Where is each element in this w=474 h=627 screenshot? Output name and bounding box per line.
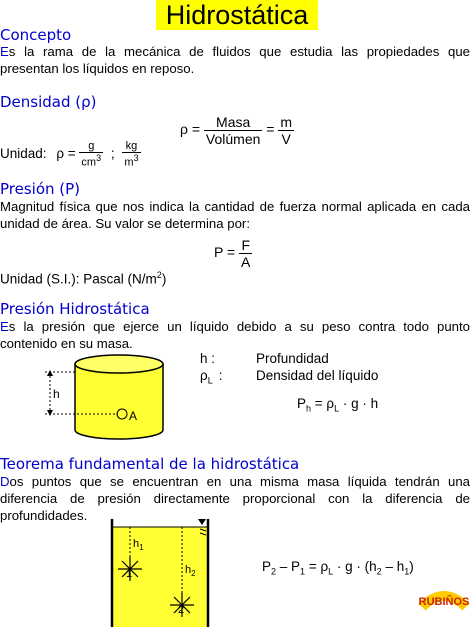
point-1-label: 1: [126, 568, 133, 580]
fig-h-label: h: [53, 387, 60, 401]
densidad-formula: ρ = $\frac{\text{Masa}}{\text{Volúmen}}$ = $\frac{m}{V}$: [180, 114, 293, 147]
hidrostatica-formula: $P_h = \rho_L \cdot g \cdot h$: [297, 396, 379, 414]
concepto-paragraph: Es la rama de la mecánica de fluidos que estudia las propiedades que presentan los líquidos en reposo.: [0, 44, 470, 76]
arrow-up-icon: [47, 370, 53, 376]
logo-text: RUBIÑOS: [418, 596, 470, 608]
legend-row-h: h : Profundidad: [200, 351, 329, 366]
h2-label: $h_2$: [185, 564, 196, 578]
hidrostatica-heading: Presión Hidrostática: [0, 300, 150, 318]
presion-formula: P = $\frac{F}{A}$: [214, 237, 251, 270]
teorema-heading: Teorema fundamental de la hidrostática: [0, 455, 300, 473]
cylinder-body: [75, 364, 163, 439]
cylinder-top: [75, 355, 163, 373]
fig-a-label: A: [129, 409, 138, 423]
teorema-paragraph: Dos puntos que se encuentran en una misma masa líquida tendrán una diferencia de presión directamente proporcional con la diferencia de profundidades.: [0, 474, 470, 523]
point-2-label: 2: [178, 604, 185, 616]
arrow-down-icon: [47, 410, 53, 416]
legend-row-rho: $\rho_L$ : Densidad del líquido: [200, 368, 379, 386]
presion-paragraph: Magnitud física que nos indica la cantidad de fuerza normal aplicada en cada unidad de área. Su valor se determina por:: [0, 199, 470, 231]
concepto-heading: Concepto: [0, 26, 72, 44]
cylinder-figure: [40, 352, 170, 448]
surface-marker-icon: [198, 519, 206, 525]
densidad-unidad: Unidad: ρ = $\frac{g}{cm^3}$ ; $\frac{kg}{m^3}$: [0, 140, 139, 169]
page-title: Hidrostática: [0, 0, 474, 30]
rubinos-logo: [418, 585, 470, 623]
densidad-heading: Densidad (ρ): [0, 93, 97, 111]
hidrostatica-legend: [200, 350, 378, 390]
hidrostatica-paragraph: Es la presión que ejerce un líquido debido a su peso contra todo punto contenido en su masa.: [0, 319, 470, 351]
teorema-formula: $P_2 - P_1 = \rho_L \cdot g \cdot (h_2 - h_1)$: [262, 559, 414, 577]
tank-figure: [100, 515, 220, 627]
presion-unidad: Unidad (S.I.): Pascal $(N/m^2)$: [0, 270, 167, 287]
presion-heading: Presión (P): [0, 180, 81, 198]
h1-label: $h_1$: [133, 538, 144, 552]
